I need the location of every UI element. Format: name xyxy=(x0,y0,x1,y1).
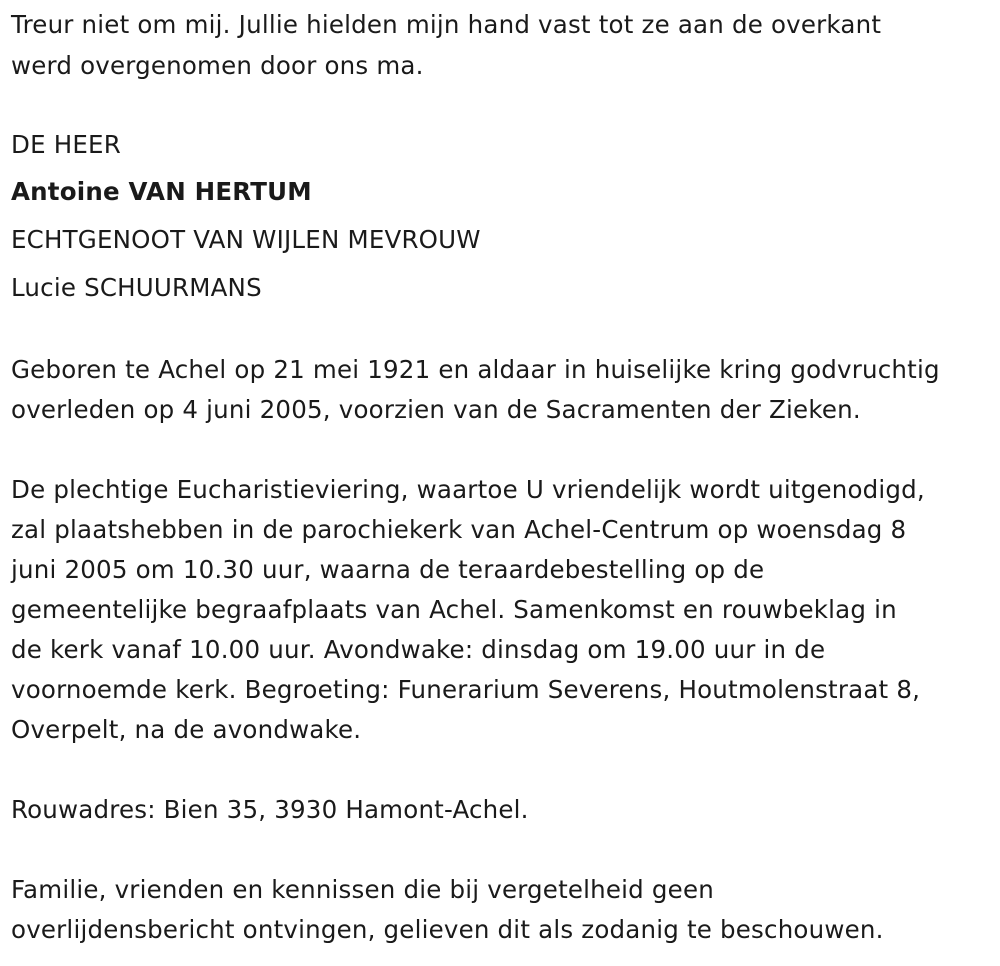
intro-line: Treur niet om mij. Jullie hielden mijn hand vast tot ze aan de overkant xyxy=(11,10,882,39)
paragraph-line: voornoemde kerk. Begroeting: Funerarium Severens, Houtmolenstraat 8, xyxy=(11,675,921,704)
paragraph-line: Overpelt, na de avondwake. xyxy=(11,715,362,744)
intro-line: werd overgenomen door ons ma. xyxy=(11,51,424,80)
deceased-name: Antoine VAN HERTUM xyxy=(11,177,312,206)
spouse-name: Lucie SCHUURMANS xyxy=(11,273,262,302)
paragraph-line: gemeentelijke begraafplaats van Achel. Samenkomst en rouwbeklag in xyxy=(11,595,897,624)
address-line: Rouwadres: Bien 35, 3930 Hamont-Achel. xyxy=(11,795,529,824)
honorific: DE HEER xyxy=(11,130,121,159)
paragraph-line: juni 2005 om 10.30 uur, waarna de teraardebestelling op de xyxy=(11,555,765,584)
relation: ECHTGENOOT VAN WIJLEN MEVROUW xyxy=(11,225,481,254)
paragraph-line: overleden op 4 juni 2005, voorzien van de Sacramenten der Zieken. xyxy=(11,395,861,424)
paragraph-line: zal plaatshebben in de parochiekerk van Achel-Centrum op woensdag 8 xyxy=(11,515,907,544)
paragraph-line: Geboren te Achel op 21 mei 1921 en aldaar in huiselijke kring godvruchtig xyxy=(11,355,940,384)
paragraph-line: overlijdensbericht ontvingen, gelieven dit als zodanig te beschouwen. xyxy=(11,915,884,944)
paragraph-line: Familie, vrienden en kennissen die bij vergetelheid geen xyxy=(11,875,714,904)
paragraph-line: de kerk vanaf 10.00 uur. Avondwake: dinsdag om 19.00 uur in de xyxy=(11,635,826,664)
paragraph-line: De plechtige Eucharistieviering, waartoe U vriendelijk wordt uitgenodigd, xyxy=(11,475,925,504)
